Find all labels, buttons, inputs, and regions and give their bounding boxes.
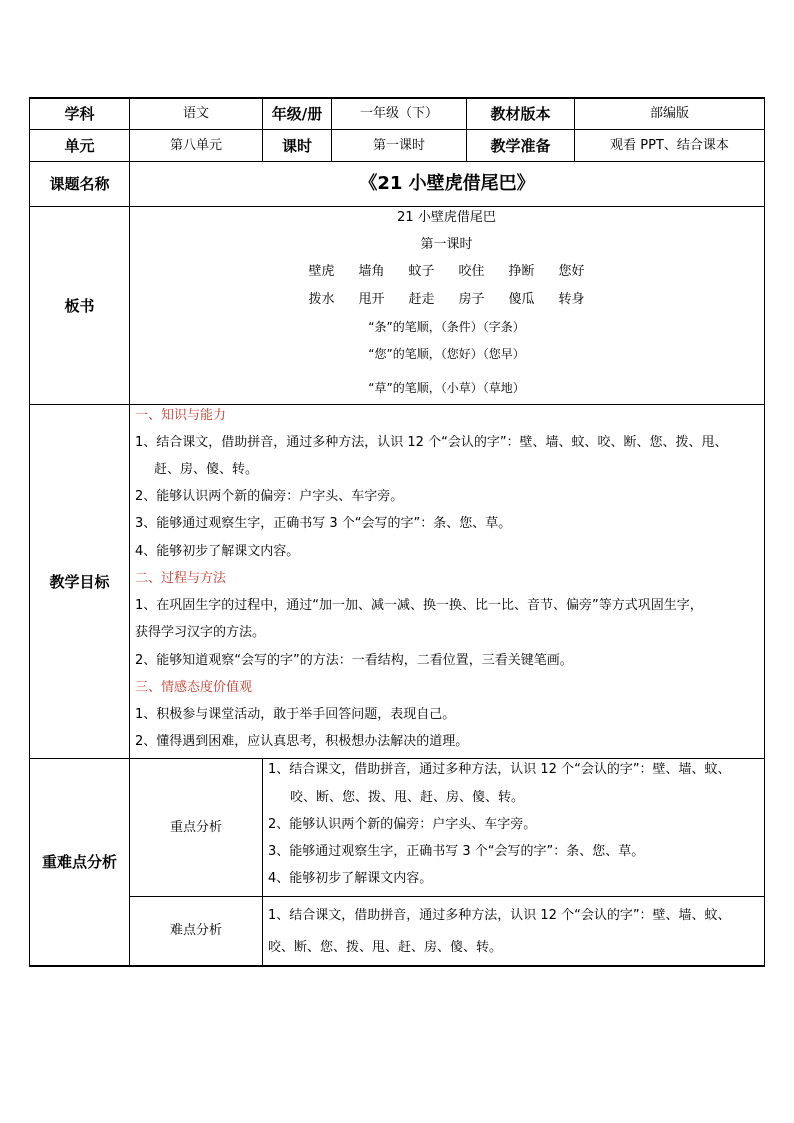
period-label: 课时: [281, 136, 312, 155]
board-word: 壁虎: [308, 264, 335, 279]
board-word: 傻瓜: [508, 292, 535, 307]
objectives-label: 教学目标: [49, 572, 110, 591]
edition-label: 教材版本: [490, 105, 551, 123]
key-point-text: 1、结合课文，借助拼音，通过多种方法，认识 12 个“会认的字”：壁、墙、蚊、: [268, 762, 731, 777]
key-point-text: 4、能够初步了解课文内容。: [268, 871, 433, 886]
board-word: 挣断: [508, 264, 535, 279]
topic-title: 《21 小壁虎借尾巴》: [359, 173, 535, 195]
board-words-row-1: [130, 264, 763, 280]
objective-text: 1、积极参与课堂活动，敢于举手回答问题，表现自己。: [135, 707, 456, 722]
board-word: 咬住: [458, 264, 485, 279]
board-label: 板书: [64, 296, 95, 315]
board-word: 转身: [558, 292, 585, 307]
board-word: 墙角: [358, 264, 385, 279]
objective-text: 获得学习汉字的方法。: [135, 625, 266, 640]
objective-text: 2、懂得遇到困难，应认真思考，积极想办法解决的道理。: [135, 734, 469, 749]
objective-text: 2、能够认识两个新的偏旁：户字头、车字旁。: [135, 489, 404, 504]
prep-value: 观看 PPT、结合课本: [610, 137, 729, 153]
grade-value: 一年级（下）: [359, 106, 438, 122]
section-heading: 二、过程与方法: [135, 571, 227, 586]
difficult-point-text: 咬、断、您、拨、甩、赶、房、傻、转。: [268, 940, 503, 955]
table-border: [764, 97, 765, 967]
board-word: 房子: [458, 292, 485, 307]
key-point-text: 咬、断、您、拨、甩、赶、房、傻、转。: [290, 790, 525, 805]
difficult-points-label: 难点分析: [169, 923, 222, 939]
objective-text: 1、在巩固生字的过程中，通过“加一加、减一减、换一换、比一比、音节、偏旁”等方式巩固生字，: [135, 598, 703, 613]
stroke-order-line: “草”的笔顺，（小草）（草地）: [368, 381, 525, 395]
table-border: [29, 965, 765, 967]
board-word: 甩开: [358, 292, 385, 307]
key-point-text: 3、能够通过观察生字，正确书写 3 个“会写的字”：条、您、草。: [268, 844, 645, 859]
subject-label: 学科: [64, 105, 95, 123]
board-word: 赶走: [408, 292, 435, 307]
board-words-row-2: [130, 292, 763, 308]
edition-value: 部编版: [649, 106, 689, 122]
objective-text: 4、能够初步了解课文内容。: [135, 544, 300, 559]
board-title: 21 小壁虎借尾巴: [397, 210, 496, 225]
objective-text: 1、结合课文，借助拼音，通过多种方法，认识 12 个“会认的字”：壁、墙、蚊、咬、断、您、拨、甩、: [135, 435, 728, 450]
key-points-label: 重点分析: [169, 819, 222, 835]
objective-text: 3、能够通过观察生字，正确书写 3 个“会写的字”：条、您、草。: [135, 516, 512, 531]
subject-value: 语文: [182, 106, 209, 122]
difficult-point-text: 1、结合课文，借助拼音，通过多种方法，认识 12 个“会认的字”：壁、墙、蚊、: [268, 908, 731, 923]
topic-label: 课题名称: [49, 175, 110, 193]
unit-label: 单元: [64, 136, 95, 155]
board-subtitle: 第一课时: [420, 237, 473, 252]
prep-label: 教学准备: [490, 136, 551, 155]
objective-text: 2、能够知道观察“会写的字”的方法：一看结构，二看位置，三看关键笔画。: [135, 653, 573, 668]
objective-text: 赶、房、傻、转。: [154, 462, 259, 477]
stroke-order-line: “您”的笔顺，（您好）（您早）: [368, 347, 525, 361]
section-heading: 一、知识与能力: [135, 408, 227, 423]
grade-label: 年级/册: [271, 105, 323, 123]
board-word: 您好: [558, 264, 585, 279]
unit-value: 第八单元: [169, 137, 222, 153]
table-border: [262, 758, 263, 966]
stroke-order-line: “条”的笔顺，（条件）（字条）: [368, 320, 525, 334]
period-value: 第一课时: [372, 137, 425, 153]
board-word: 拨水: [308, 292, 335, 307]
table-border: [29, 206, 765, 207]
analysis-label: 重难点分析: [41, 853, 117, 871]
key-point-text: 2、能够认识两个新的偏旁：户字头、车字旁。: [268, 817, 537, 832]
board-word: 蚊子: [408, 264, 435, 279]
section-heading: 三、情感态度价值观: [135, 680, 253, 695]
table-border: [29, 404, 765, 405]
